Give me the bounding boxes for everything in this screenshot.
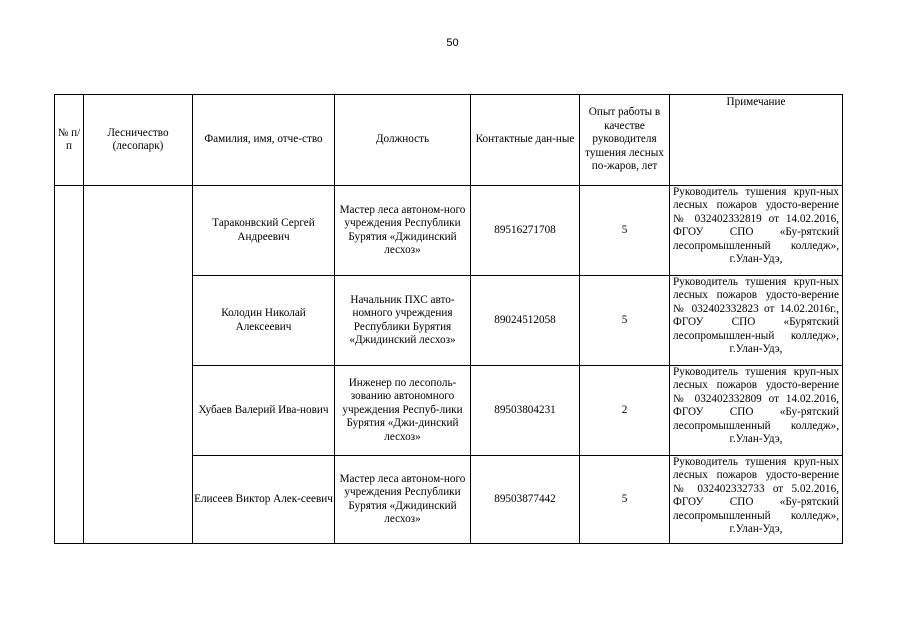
cell-note: Руководитель тушения круп-ных лесных пожаров удосто-верение № 032402332823 от 14.02.2016г., ФГОУ СПО «Бурятский лесопромышлен-ный колледж», г.Улан-Удэ, — [670, 276, 843, 366]
header-contact: Контактные дан-ные — [471, 95, 580, 186]
header-position: Должность — [335, 95, 471, 186]
cell-position: Мастер леса автоном-ного учреждения Республики Бурятия «Джидинский лесхоз» — [335, 186, 471, 276]
cell-name: Хубаев Валерий Ива-нович — [193, 366, 335, 456]
cell-contact: 89503877442 — [471, 456, 580, 544]
page-number: 50 — [446, 37, 459, 49]
cell-note: Руководитель тушения круп-ных лесных пожаров удосто-верение № 032402332733 от 5.02.2016, ФГОУ СПО «Бу-рятский лесопромышленный колледж», г.Улан-Удэ, — [670, 456, 843, 544]
cell-experience: 5 — [580, 276, 670, 366]
header-name: Фамилия, имя, отче-ство — [193, 95, 335, 186]
cell-position: Начальник ПХС авто-номного учреждения Республики Бурятия «Джидинский лесхоз» — [335, 276, 471, 366]
cell-experience: 5 — [580, 186, 670, 276]
cell-position: Мастер леса автоном-ного учреждения Республики Бурятия «Джидинский лесхоз» — [335, 456, 471, 544]
cell-position: Инженер по лесополь-зованию автономного учреждения Респуб-лики Бурятия «Джи-динский лесхоз» — [335, 366, 471, 456]
cell-experience: 2 — [580, 366, 670, 456]
cell-note: Руководитель тушения круп-ных лесных пожаров удосто-верение № 032402332809 от 14.02.2016, ФГОУ СПО «Бу-рятский лесопромышленный колледж», г.Улан-Удэ, — [670, 366, 843, 456]
header-num: № п/п — [55, 95, 84, 186]
table-header-row — [55, 95, 843, 186]
header-note: Примечание — [670, 95, 843, 186]
cell-name: Колодин Николай Алексеевич — [193, 276, 335, 366]
header-experience: Опыт работы в качестве руководителя тушения лесных по-жаров, лет — [580, 95, 670, 186]
fire-managers-table — [54, 94, 843, 544]
cell-name: Елисеев Виктор Алек-сеевич — [193, 456, 335, 544]
cell-experience: 5 — [580, 456, 670, 544]
cell-contact: 89503804231 — [471, 366, 580, 456]
cell-note: Руководитель тушения круп-ных лесных пожаров удосто-верение № 032402332819 от 14.02.2016, ФГОУ СПО «Бу-рятский лесопромышленный колледж», г.Улан-Удэ, — [670, 186, 843, 276]
cell-contact: 89024512058 — [471, 276, 580, 366]
cell-num-merged — [55, 186, 84, 544]
cell-contact: 89516271708 — [471, 186, 580, 276]
cell-name: Тараконвский Сергей Андреевич — [193, 186, 335, 276]
header-forestry: Лесничество (лесопарк) — [84, 95, 193, 186]
table-row — [55, 186, 843, 276]
cell-forestry-merged — [84, 186, 193, 544]
